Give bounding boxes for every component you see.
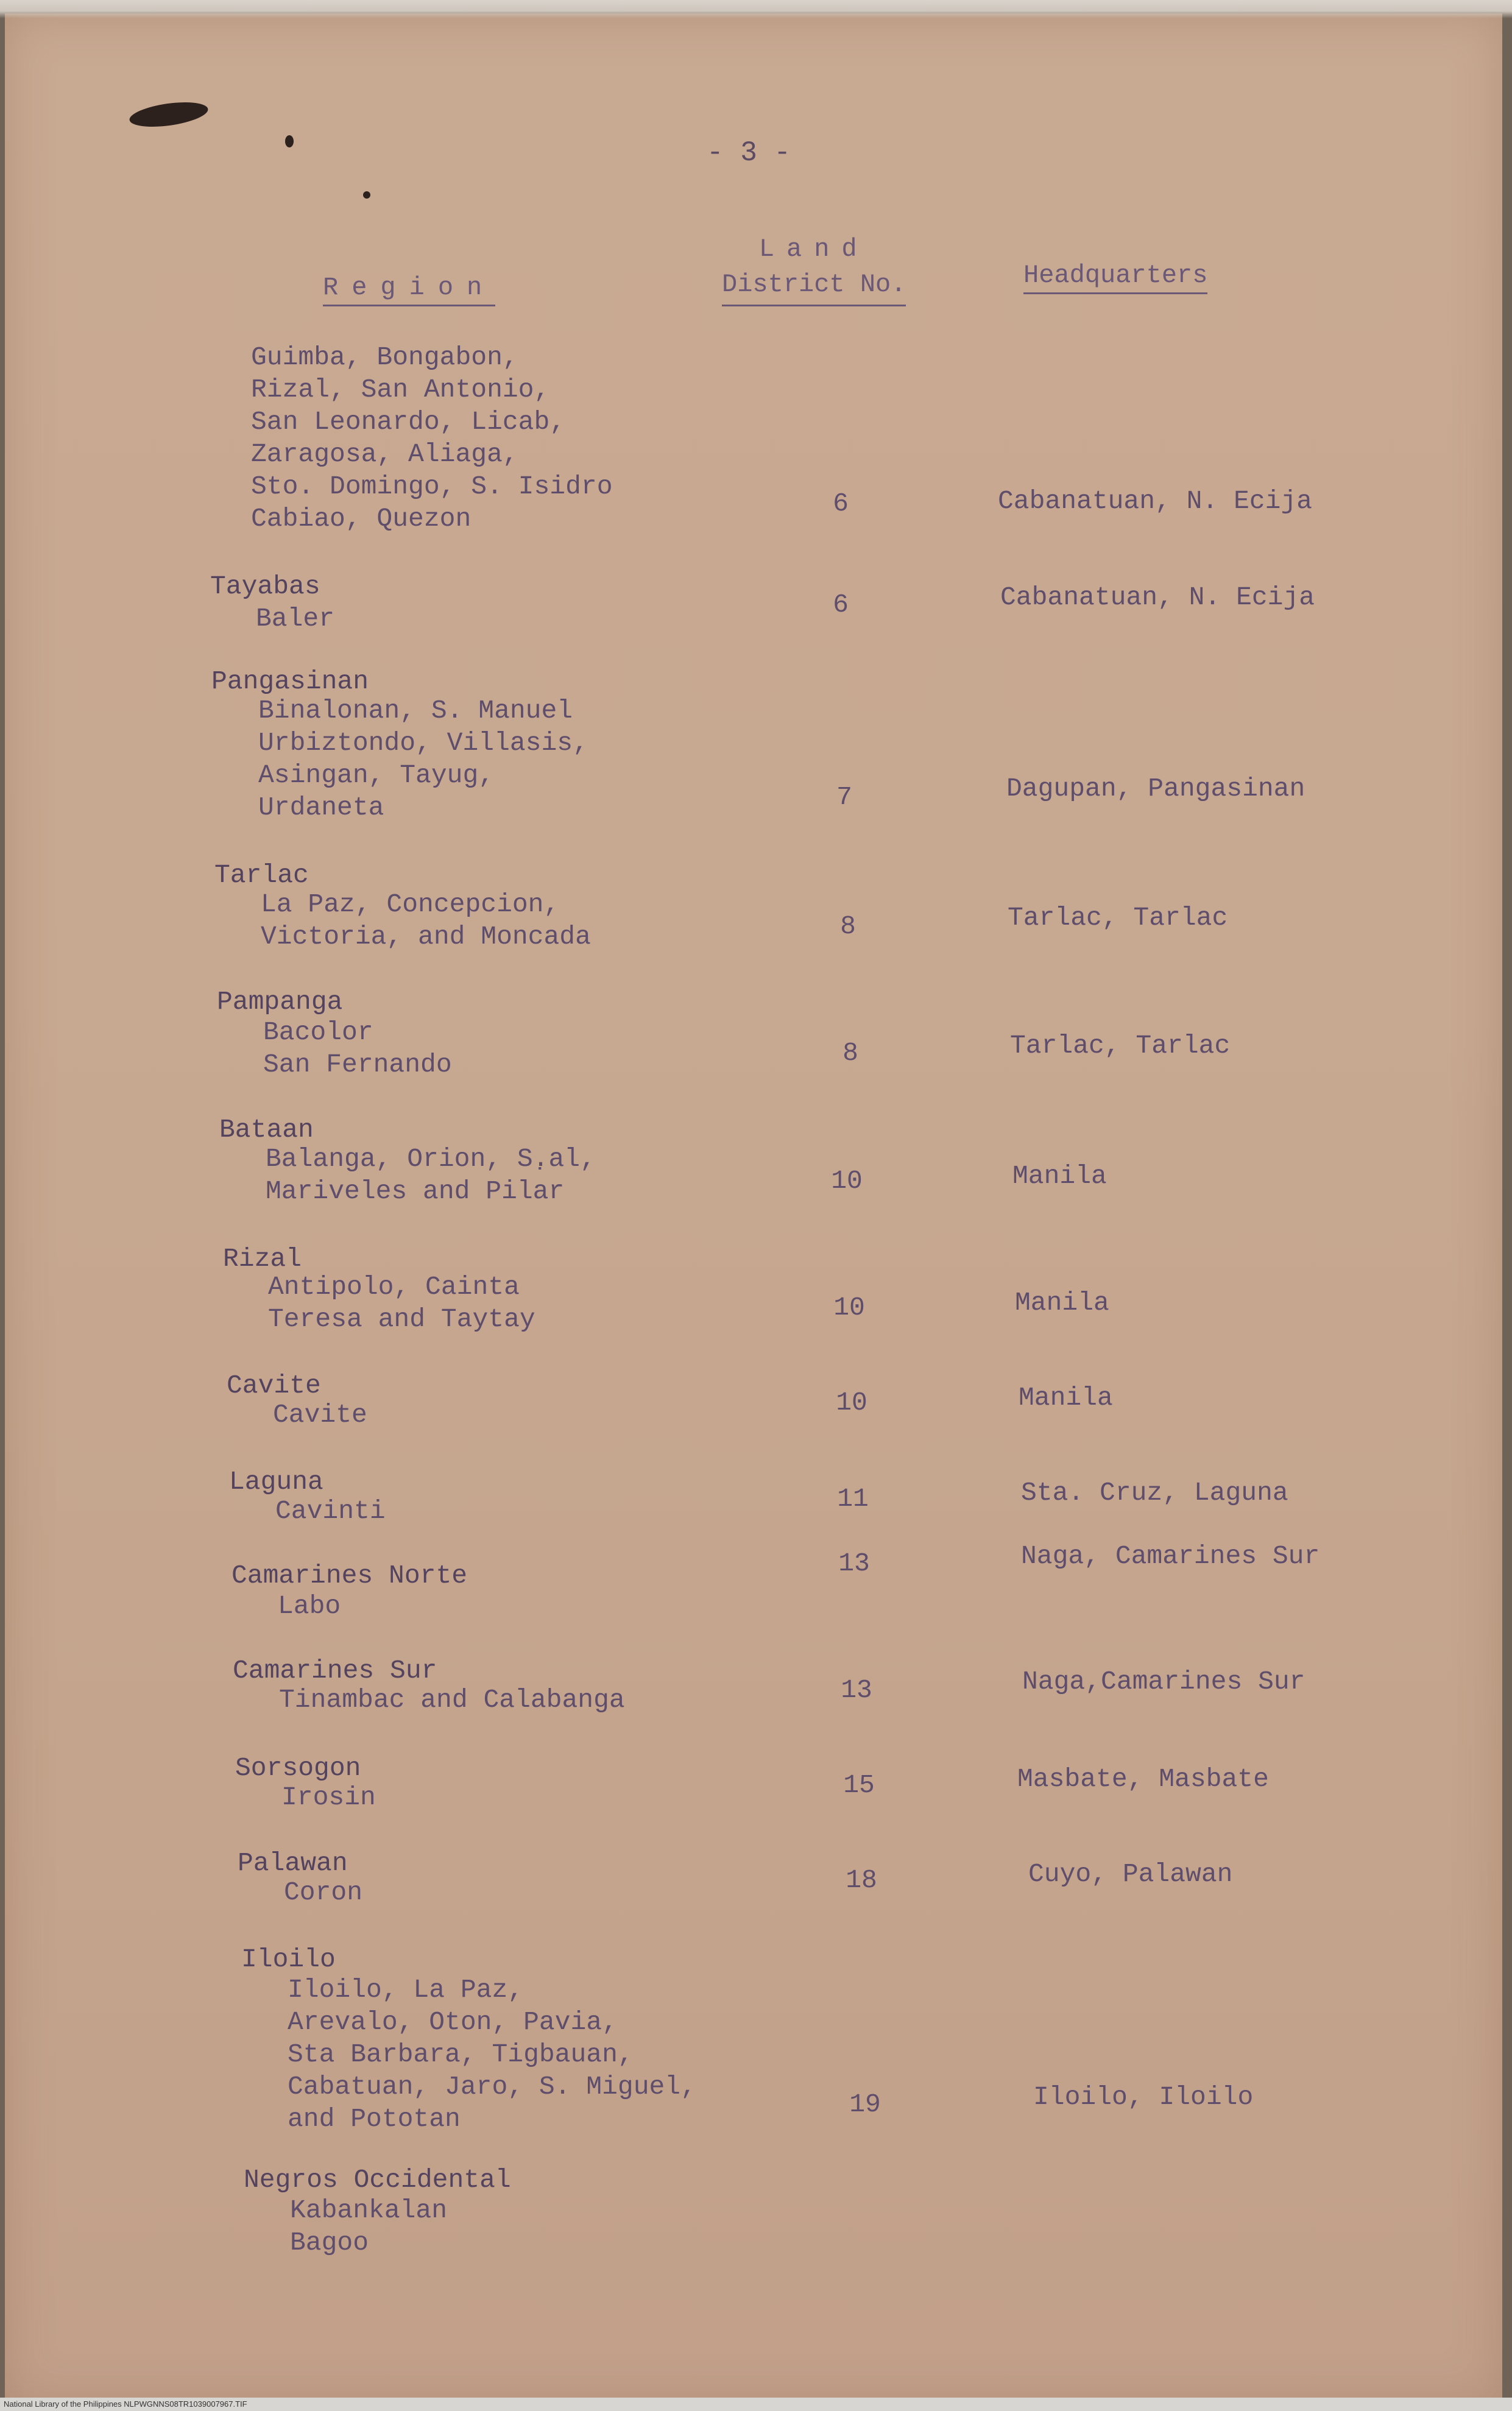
municipality: Cavite <box>273 1400 367 1430</box>
region-name: Sorsogon <box>235 1753 361 1783</box>
municipality: Bagoo <box>290 2228 369 2257</box>
region-name: Palawan <box>238 1848 348 1878</box>
municipality: Binalonan, S. Manuel <box>258 696 573 725</box>
municipality: San Fernando <box>263 1050 452 1079</box>
municipality: La Paz, Concepcion, <box>261 889 560 919</box>
district-number: 11 <box>837 1484 869 1514</box>
municipality: Iloilo, La Paz, <box>288 1975 524 2005</box>
district-number: 13 <box>841 1675 872 1705</box>
district-number: 6 <box>833 590 849 620</box>
municipality: Sta Barbara, Tigbauan, <box>288 2039 634 2069</box>
ink-spot <box>363 191 370 199</box>
municipality: and Pototan <box>288 2104 461 2134</box>
municipality: Zaragosa, Aliaga, <box>251 439 518 469</box>
municipality: Asingan, Tayug, <box>258 760 495 790</box>
municipality: Coron <box>284 1877 363 1907</box>
region-name: Camarines Sur <box>233 1656 437 1686</box>
headquarters: Masbate, Masbate <box>1017 1764 1269 1794</box>
region-name: Pangasinan <box>211 666 369 696</box>
district-number: 10 <box>833 1293 865 1322</box>
district-number: 13 <box>838 1548 870 1578</box>
municipality: Arevalo, Oton, Pavia, <box>288 2007 618 2037</box>
municipality: Bacolor <box>263 1017 373 1047</box>
headquarters: Manila <box>1012 1161 1107 1191</box>
archive-caption: National Library of the Philippines NLPWGNNS08TR1039007967.TIF <box>0 2398 1512 2411</box>
municipality: Mariveles and Pilar <box>266 1176 565 1206</box>
district-number: 7 <box>836 782 852 812</box>
region-name: Cavite <box>227 1371 321 1400</box>
headquarters: Dagupan, Pangasinan <box>1006 774 1305 803</box>
district-number: 8 <box>843 1038 858 1068</box>
page-number: - 3 - <box>707 137 791 169</box>
municipality: Kabankalan <box>290 2195 448 2225</box>
region-name: Camarines Norte <box>231 1561 468 1590</box>
document-page <box>5 13 1502 2404</box>
municipality: Cabatuan, Jaro, S. Miguel, <box>288 2072 696 2102</box>
municipality: Rizal, San Antonio, <box>251 375 550 404</box>
municipality: Urbiztondo, Villasis, <box>258 728 588 758</box>
ink-spot <box>285 135 294 147</box>
region-name: Iloilo <box>241 1944 336 1974</box>
region-name: Bataan <box>219 1115 314 1145</box>
column-header-headquarters: Headquarters <box>1023 261 1207 294</box>
headquarters: Naga,Camarines Sur <box>1022 1667 1305 1696</box>
district-no-word: District No. <box>722 270 906 299</box>
land-word: Land <box>758 235 869 264</box>
municipality: Cavinti <box>275 1496 386 1526</box>
headquarters: Sta. Cruz, Laguna <box>1021 1478 1288 1508</box>
municipality: Urdaneta <box>258 792 384 822</box>
headquarters: Manila <box>1019 1383 1113 1413</box>
region-name: Negros Occidental <box>244 2165 511 2195</box>
municipality: Tinambac and Calabanga <box>279 1685 625 1715</box>
headquarters: Naga, Camarines Sur <box>1021 1541 1320 1571</box>
municipality: Teresa and Taytay <box>268 1304 535 1334</box>
headquarters: Cuyo, Palawan <box>1028 1859 1233 1889</box>
column-header-region: Region <box>323 273 495 306</box>
region-name: Laguna <box>229 1467 323 1497</box>
municipality: Labo <box>278 1591 341 1621</box>
municipality: Baler <box>256 604 335 634</box>
torn-top-edge <box>0 0 1512 18</box>
municipality: Victoria, and Moncada <box>261 922 591 951</box>
district-number: 8 <box>840 911 856 941</box>
headquarters: Tarlac, Tarlac <box>1010 1031 1231 1061</box>
headquarters: Iloilo, Iloilo <box>1033 2082 1254 2112</box>
district-number: 15 <box>843 1770 875 1800</box>
district-number: 19 <box>849 2089 881 2119</box>
region-name: Tarlac <box>214 860 309 890</box>
headquarters: Cabanatuan, N. Ecija <box>1000 582 1315 612</box>
municipality: Guimba, Bongabon, <box>251 342 518 372</box>
district-number: 10 <box>836 1388 867 1417</box>
municipality: Balanga, Orion, S.̣al, <box>266 1144 596 1174</box>
headquarters: Manila <box>1015 1288 1109 1318</box>
municipality: Irosin <box>281 1782 376 1812</box>
headquarters: Tarlac, Tarlac <box>1008 903 1228 933</box>
region-name: Rizal <box>223 1244 302 1274</box>
column-header-land-district <box>722 231 906 306</box>
district-number: 6 <box>833 489 849 518</box>
municipality: Sto. Domingo, S. Isidro <box>251 471 613 501</box>
headquarters: Cabanatuan, N. Ecija <box>998 486 1313 516</box>
municipality: Antipolo, Cainta <box>268 1272 520 1302</box>
municipality: Cabiao, Quezon <box>251 504 472 534</box>
district-number: 18 <box>846 1865 877 1895</box>
district-number: 10 <box>831 1166 863 1196</box>
municipality: San Leonardo, Licab, <box>251 407 566 437</box>
region-name: Pampanga <box>217 987 343 1017</box>
region-name: Tayabas <box>210 571 320 601</box>
